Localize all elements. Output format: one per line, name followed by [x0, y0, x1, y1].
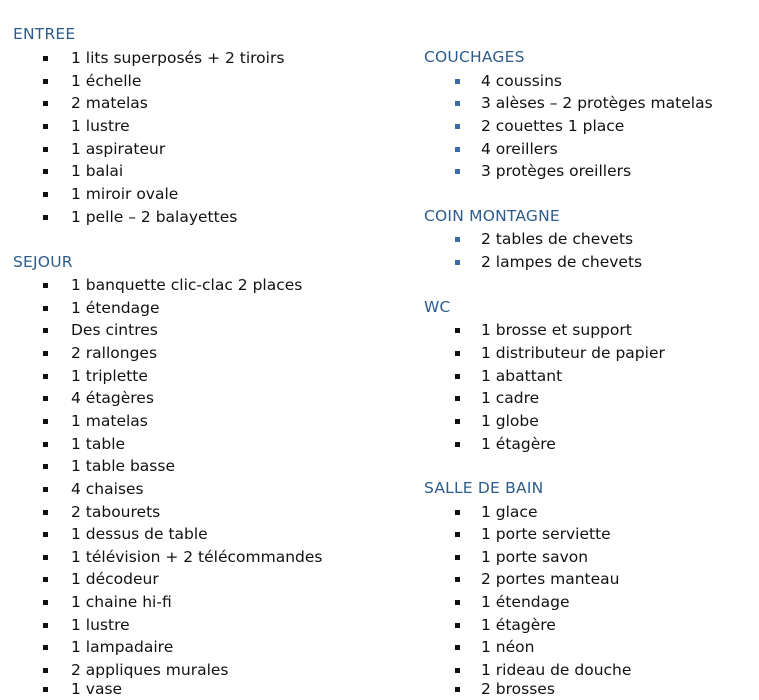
bullet-icon [455, 79, 460, 84]
bullet-icon [455, 101, 460, 106]
bullet-icon [455, 374, 460, 379]
bullet-icon [43, 396, 48, 401]
bullet-icon [455, 687, 460, 692]
bullet-icon [43, 464, 48, 469]
bullet-icon [43, 555, 48, 560]
bullet-icon [43, 442, 48, 447]
bullet-icon [455, 668, 460, 673]
bullet-icon [43, 623, 48, 628]
bullet-icon [43, 124, 48, 129]
bullet-icon [455, 396, 460, 401]
bullet-icon [43, 687, 48, 692]
bullet-icon [455, 237, 460, 242]
bullet-icon [43, 351, 48, 356]
bullet-icon [43, 487, 48, 492]
bullet-icon [43, 169, 48, 174]
bullet-icon [455, 328, 460, 333]
bullet-icon [43, 419, 48, 424]
bullet-icon [43, 147, 48, 152]
bullet-icon [43, 374, 48, 379]
section-title-coin-montagne: COIN MONTAGNE [424, 207, 560, 225]
section-title-couchages: COUCHAGES [424, 48, 525, 66]
bullet-icon [455, 645, 460, 650]
bullet-icon [455, 442, 460, 447]
bullet-icon [43, 668, 48, 673]
bullet-icon [43, 510, 48, 515]
section-title-sejour: SEJOUR [13, 253, 73, 271]
bullet-icon [43, 306, 48, 311]
section-title-entree: ENTREE [13, 25, 76, 43]
bullet-icon [43, 283, 48, 288]
bullet-icon [43, 328, 48, 333]
bullet-icon [43, 79, 48, 84]
bullet-icon [455, 623, 460, 628]
bullet-icon [455, 419, 460, 424]
bullet-icon [43, 645, 48, 650]
bullet-icon [455, 510, 460, 515]
bullet-icon [43, 192, 48, 197]
bullet-icon [43, 532, 48, 537]
section-title-wc: WC [424, 298, 451, 316]
bullet-icon [455, 169, 460, 174]
bullet-icon [43, 56, 48, 61]
bullet-icon [455, 124, 460, 129]
section-title-salle-de-bain: SALLE DE BAIN [424, 479, 544, 497]
bullet-icon [455, 577, 460, 582]
bullet-icon [455, 260, 460, 265]
bullet-icon [455, 600, 460, 605]
bullet-icon [455, 351, 460, 356]
bullet-icon [455, 555, 460, 560]
bullet-icon [455, 532, 460, 537]
bullet-icon [455, 147, 460, 152]
bullet-icon [43, 600, 48, 605]
bullet-icon [43, 577, 48, 582]
bullet-icon [43, 101, 48, 106]
bullet-icon [43, 215, 48, 220]
